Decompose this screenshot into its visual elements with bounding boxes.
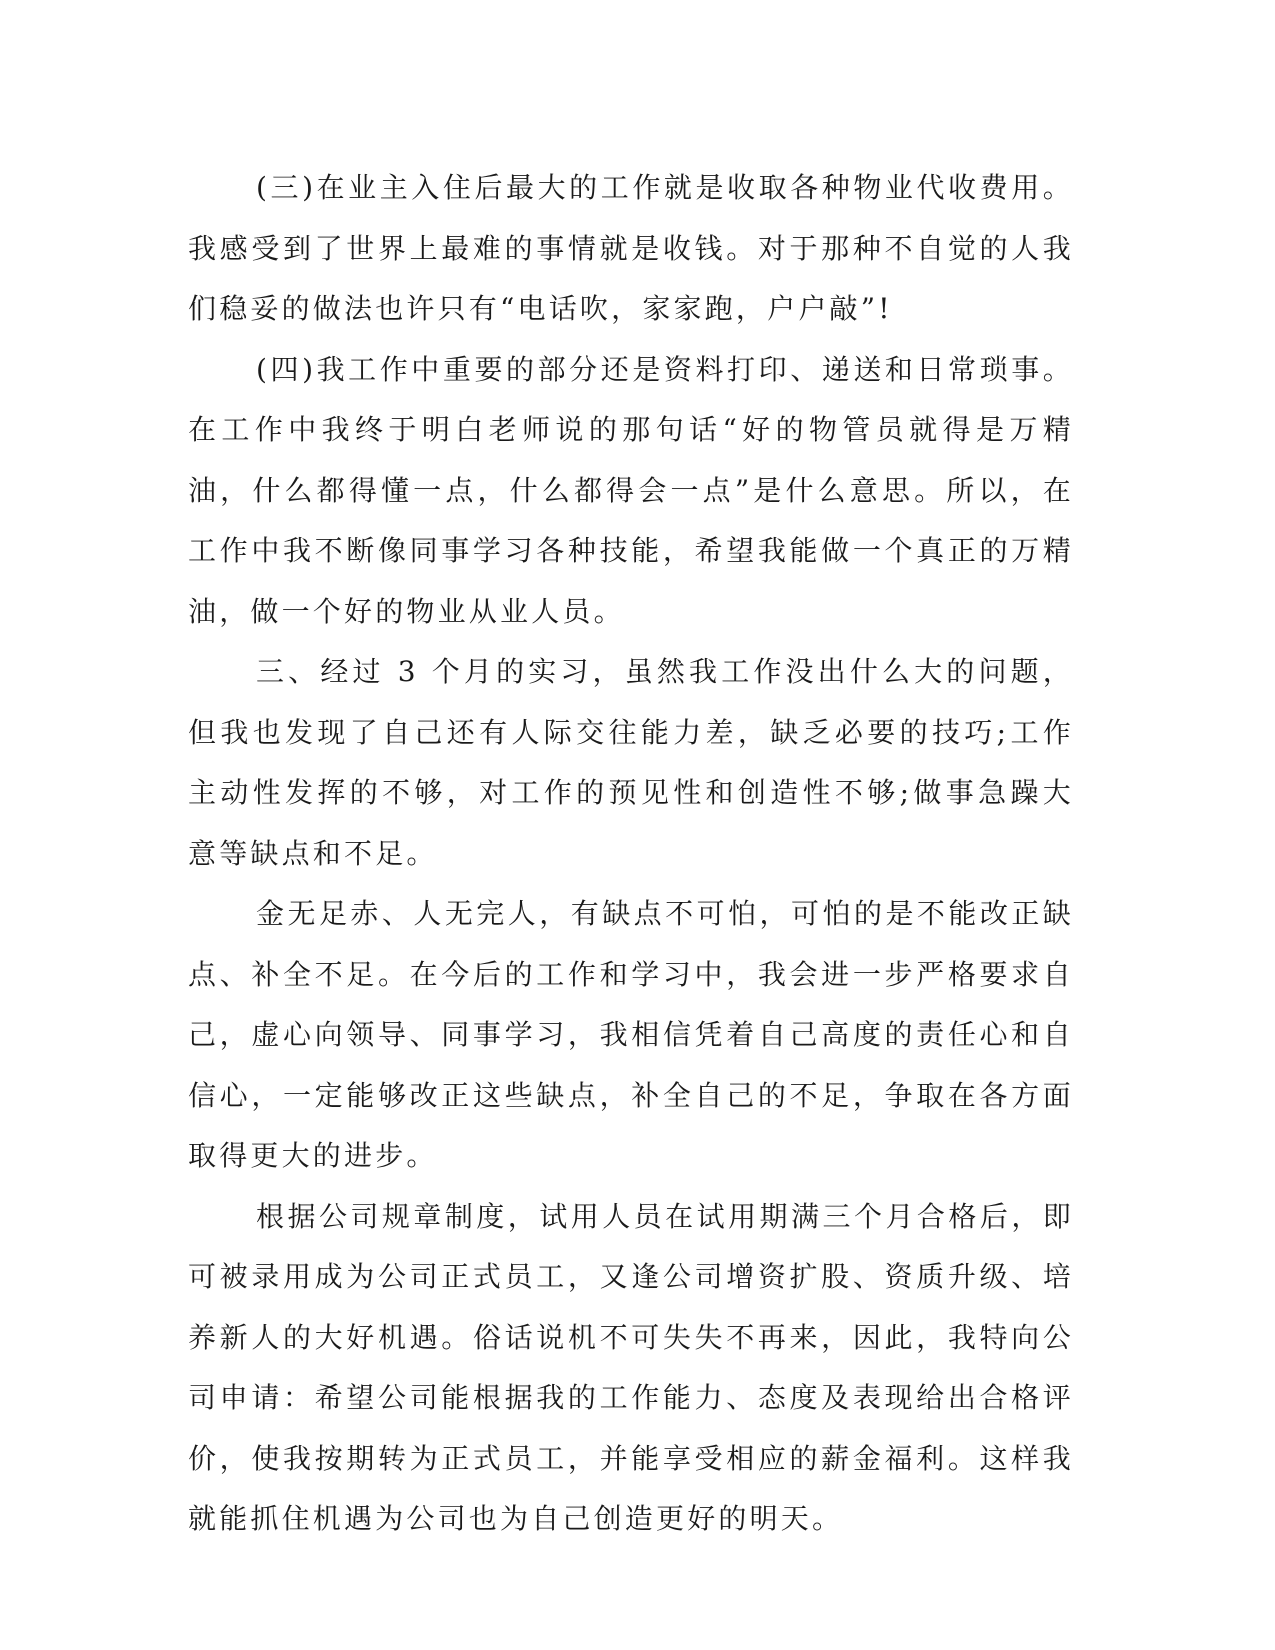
paragraph-improvement: 金无足赤、人无完人，有缺点不可怕，可怕的是不能改正缺点、补全不足。在今后的工作和学习中，我会进一步严格要求自己，虚心向领导、同事学习，我相信凭着自己高度的责任心和自信心，一定能够改正这些缺点，补全自己的不足，争取在各方面取得更大的进步。: [188, 897, 1074, 1172]
paragraph-daily-tasks: (四)我工作中重要的部分还是资料打印、递送和日常琐事。在工作中我终于明白老师说的那句话“好的物管员就得是万精油，什么都得懂一点，什么都得会一点”是什么意思。所以，在工作中我不断像同事学习各种技能，希望我能做一个真正的万精油，做一个好的物业从业人员。: [188, 352, 1074, 628]
paragraph-shortcomings: 三、经过 3 个月的实习，虽然我工作没出什么大的问题，但我也发现了自己还有人际交往能力差，缺乏必要的技巧;工作主动性发挥的不够，对工作的预见性和创造性不够;做事急躁大意等缺点和不足。: [188, 655, 1074, 870]
paragraph-application: 根据公司规章制度，试用人员在试用期满三个月合格后，即可被录用成为公司正式员工，又逢公司增资扩股、资质升级、培养新人的大好机遇。俗话说机不可失失不再来，因此，我特向公司申请：希望公司能根据我的工作能力、态度及表现给出合格评价，使我按期转为正式员工，并能享受相应的薪金福利。这样我就能抓住机遇为公司也为自己创造更好的明天。: [188, 1199, 1074, 1535]
document-body: [188, 158, 1074, 1550]
paragraph-fee-collection: (三)在业主入住后最大的工作就是收取各种物业代收费用。我感受到了世界上最难的事情就是收钱。对于那种不自觉的人我们稳妥的做法也许只有“电话吹，家家跑，户户敲”!: [188, 171, 1074, 325]
